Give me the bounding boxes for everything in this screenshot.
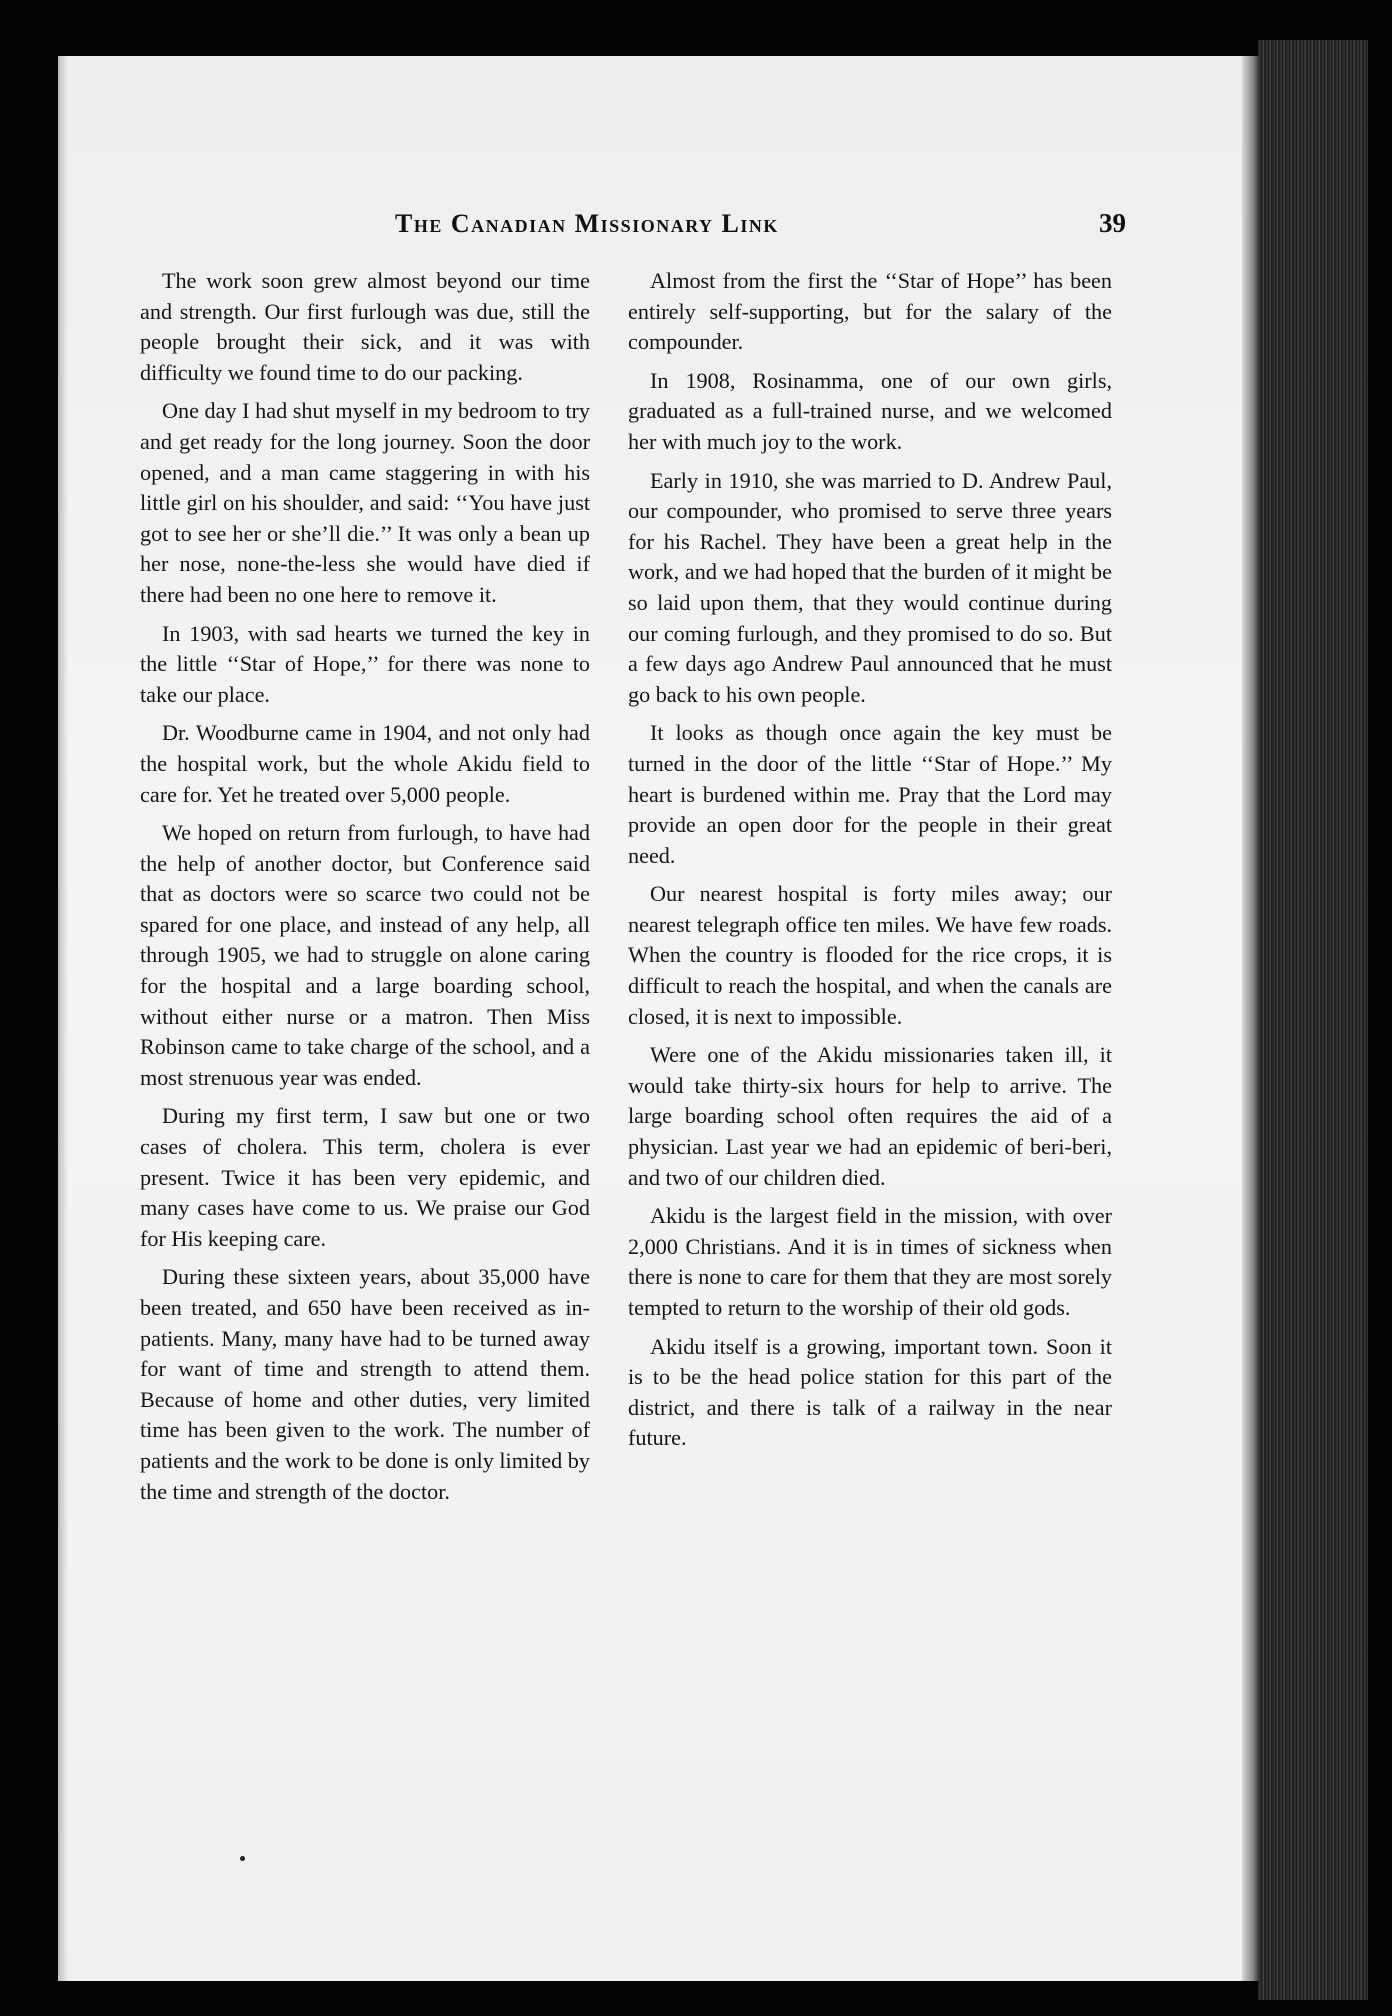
running-title: The Canadian Missionary Link <box>395 209 779 238</box>
paragraph: Early in 1910, she was married to D. Andrew Paul, our compounder, who promised to serve three years for his Rachel. They have been a great help in the work, and we had hoped that the burden of it might be so laid upon them, that they would continue during our coming furlough, and they promised to do so. But a few days ago Andrew Paul announced that he must go back to his own people. <box>628 467 1112 707</box>
right-column <box>628 266 1112 1462</box>
paragraph: Akidu is the largest field in the mission, with over 2,000 Christians. And it is in times of sickness when there is none to care for them that they are most sorely tempted to return to the worship of their old gods. <box>628 1203 1112 1320</box>
paragraph: We hoped on return from furlough, to have had the help of another doctor, but Conference said that as doctors were so scarce two could not be spared for one place, and instead of any help, all through 1905, we had to struggle on alone caring for the hospital and a large boarding school, without either nurse or a matron. Then Miss Robinson came to take charge of the school, and a most strenuous year was ended. <box>140 820 590 1090</box>
page-gutter-shadow <box>58 56 68 1981</box>
paragraph: One day I had shut myself in my bedroom to try and get ready for the long journey. Soon the door opened, and a man came staggering in with his little girl on his shoulder, and said: ‘‘You have just got to see her or she’ll die.’’ It was only a bean up her nose, none-the-less she would have died if there had been no one here to remove it. <box>140 398 590 607</box>
paragraph: In 1908, Rosinamma, one of our own girls, graduated as a full-trained nurse, and we welcomed her with much joy to the work. <box>628 367 1112 454</box>
left-column <box>140 266 590 1515</box>
paragraph: Our nearest hospital is forty miles away; our nearest telegraph office ten miles. We have few roads. When the country is flooded for the rice crops, it is difficult to reach the hospital, and when the canals are closed, it is next to impossible. <box>628 881 1112 1029</box>
paragraph: Dr. Woodburne came in 1904, and not only had the hospital work, but the whole Akidu field to care for. Yet he treated over 5,000 people. <box>140 720 590 807</box>
paragraph: Were one of the Akidu missionaries taken ill, it would take thirty-six hours for help to arrive. The large boarding school often requires the aid of a physician. Last year we had an epidemic of beri-beri, and two of our children died. <box>628 1042 1112 1190</box>
page-number: 39 <box>1099 208 1126 238</box>
paragraph: During these sixteen years, about 35,000 have been treated, and 650 have been received as in-patients. Many, many have had to be turned away for want of time and strength to attend them. Because of home and other duties, very limited time has been given to the work. The number of patients and the work to be done is only limited by the time and strength of the doctor. <box>140 1264 590 1504</box>
paragraph: Almost from the first the ‘‘Star of Hope’’ has been entirely self-supporting, but for the salary of the compounder. <box>628 268 1112 355</box>
paragraph: Akidu itself is a growing, important town. Soon it is to be the head police station for this part of the district, and there is talk of a railway in the near future. <box>628 1333 1112 1451</box>
paragraph: It looks as though once again the key must be turned in the door of the little ‘‘Star of Hope.’’ My heart is burdened within me. Pray that the Lord may provide an open door for the people in their great need. <box>628 720 1112 868</box>
book-binding <box>1258 40 1368 2000</box>
page-edge <box>1242 56 1260 1981</box>
running-head <box>340 208 1126 239</box>
ink-dot <box>240 1856 245 1861</box>
paragraph: The work soon grew almost beyond our time and strength. Our first furlough was due, still the people brought their sick, and it was with difficulty we found time to do our packing. <box>140 268 590 385</box>
paragraph: During my first term, I saw but one or two cases of cholera. This term, cholera is ever present. Twice it has been very epidemic, and many cases have come to us. We praise our God for His keeping care. <box>140 1103 590 1251</box>
paragraph: In 1903, with sad hearts we turned the key in the little ‘‘Star of Hope,’’ for there was none to take our place. <box>140 620 590 707</box>
